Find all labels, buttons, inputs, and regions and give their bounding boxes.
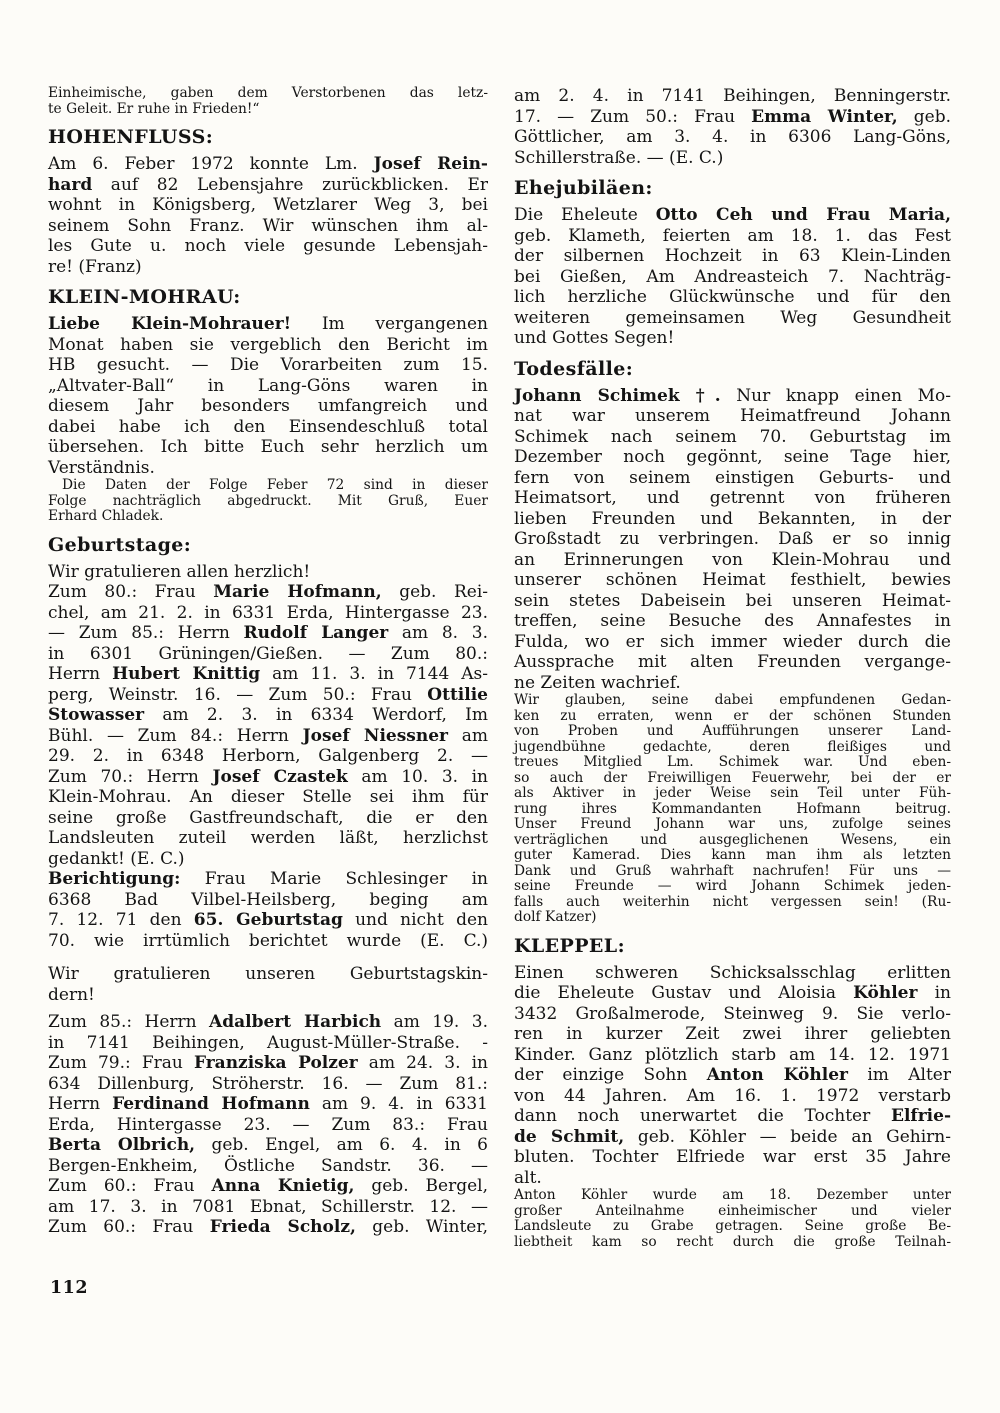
text-line: 6368 Bad Vilbel-Heilsberg, beging am (48, 889, 488, 910)
text-line: Aussprache mit alten Freunden vergange- (514, 652, 951, 672)
text-line: — Zum 85.: Herrn Rudolf Langer am 8. 3. (48, 623, 489, 643)
text-line: Herrn Ferdinand Hofmann am 9. 4. in 6331 (48, 1094, 489, 1114)
text-line: ken zu erraten, wenn er der schönen Stunden (514, 707, 951, 724)
text-line: les Gute u. noch viele gesunde Lebensjah- (48, 236, 488, 256)
text-line: liebtheit kam so recht durch die große Teilnah- (514, 1233, 951, 1250)
text-line: Anton Köhler wurde am 18. Dezember unter (514, 1187, 951, 1203)
text-line: an Erinnerungen von Klein-Mohrau und (514, 549, 951, 570)
text-line: weiteren gemeinsamen Weg Gesundheit (514, 307, 951, 328)
paragraph (48, 1012, 488, 1238)
text-line: Berichtigung: Frau Marie Schlesinger in (48, 869, 488, 889)
text-line: von Proben und Aufführungen unserer Land- (514, 723, 951, 739)
text-line: und Gottes Segen! (514, 328, 675, 348)
text-line: Klein-Mohrau. An dieser Stelle sei ihm für (48, 787, 488, 807)
text-line: am 2. 4. in 7141 Beihingen, Benningerstr. (514, 86, 951, 106)
text-line: Folge nachträglich abgedruckt. Mit Gruß, Euer (48, 492, 488, 509)
text-line: gedankt! (E. C.) (48, 848, 185, 869)
text-line: der silbernen Hochzeit in 63 Klein-Linden (514, 246, 951, 266)
text-line: jugendbühne gedachte, deren fleißiges und (514, 738, 951, 755)
text-line: Die Eheleute Otto Ceh und Frau Maria, (514, 205, 951, 225)
fine-print-paragraph (48, 86, 488, 117)
text-line: Berta Olbrich, geb. Engel, am 6. 4. in 6 (48, 1135, 488, 1155)
paragraph (514, 386, 951, 694)
text-line: Wir gratulieren allen herzlich! (48, 561, 311, 582)
text-line: Zum 79.: Frau Franziska Polzer am 24. 3. in (48, 1053, 488, 1073)
text-line: dann noch unerwartet die Tochter Elfrie- (514, 1106, 951, 1126)
text-line: Dezember noch gegönnt, seine Tage hier, (514, 447, 951, 467)
text-line: de Schmit, geb. Köhler — beide an Gehirn- (514, 1126, 951, 1147)
text-line: Am 6. Feber 1972 konnte Lm. Josef Rein- (48, 154, 488, 174)
text-line: Wir gratulieren unseren Geburtstagskin- (48, 964, 488, 984)
fine-print-paragraph (514, 1188, 951, 1250)
text-line: großer Anteilnahme einheimischer und vieler (514, 1202, 951, 1219)
section-heading: Geburtstage: (48, 533, 192, 556)
text-line: guter Kamerad. Dies kann man ihm als letzten (514, 847, 951, 863)
text-line: Schillerstraße. — (E. C.) (514, 147, 724, 168)
text-line: nat war unserem Heimatfreund Johann (514, 406, 951, 426)
text-line: treffen, seine Besuche des Annafestes in (514, 611, 951, 631)
paragraph (48, 562, 488, 583)
text-line: von 44 Jahren. Am 16. 1. 1972 verstarb (514, 1085, 951, 1106)
text-line: Die Daten der Folge Feber 72 sind in dieser (62, 477, 488, 493)
text-line: wohnt in Königsberg, Wetzlarer Weg 3, bei (48, 195, 488, 215)
text-line: Zum 80.: Frau Marie Hofmann, geb. Rei- (48, 582, 488, 602)
paragraph (48, 154, 488, 277)
text-line: Bühl. — Zum 84.: Herrn Josef Niessner am (48, 725, 488, 746)
text-line: lieben Freunden und Bekannten, in der (514, 508, 951, 529)
fine-print-paragraph (48, 478, 488, 525)
text-line: Verständnis. (48, 457, 155, 478)
fine-print-paragraph (514, 693, 951, 926)
paragraph (514, 205, 951, 349)
paragraph (514, 963, 951, 1189)
text-line: 17. — Zum 50.: Frau Emma Winter, geb. (514, 106, 951, 127)
text-line: treues Mitglied Lm. Schimek war. Und eben- (514, 754, 951, 770)
text-line: dern! (48, 984, 95, 1005)
text-line: der einzige Sohn Anton Köhler im Alter (514, 1065, 951, 1085)
text-line: Dank und Gruß wahrhaft nachrufen! Für uns — (514, 862, 951, 879)
section-heading: KLEPPEL: (514, 934, 625, 957)
text-line: sein stetes Dabeisein bei unseren Heimat- (514, 590, 951, 611)
text-line: Zum 70.: Herrn Josef Czastek am 10. 3. in (48, 766, 488, 787)
text-line: seine Freunde — wird Johann Schimek jeden- (514, 878, 951, 894)
page-number: 112 (50, 1278, 89, 1298)
text-line: diesem Jahr besonders umfangreich und (48, 396, 488, 416)
text-line: dabei habe ich den Einsendeschluß total (48, 416, 488, 437)
text-line: bluten. Tochter Elfriede war erst 35 Jahre (514, 1147, 951, 1167)
text-line: Fulda, wo er sich immer wieder durch die (514, 631, 951, 652)
paragraph (514, 86, 951, 168)
text-line: Schimek nach seinem 70. Geburtstag im (514, 426, 951, 447)
text-line: Zum 60.: Frau Anna Knietig, geb. Bergel, (48, 1176, 489, 1196)
text-line: 634 Dillenburg, Ströherstr. 16. — Zum 81.: (48, 1073, 488, 1094)
text-line: ren in kurzer Zeit zwei ihrer geliebten (514, 1024, 951, 1044)
section-heading: KLEIN-MOHRAU: (48, 286, 241, 308)
text-line: in 7141 Beihingen, August-Müller-Straße. - (48, 1032, 488, 1053)
text-line: verträglichen und ausgeglichenen Wesens, ein (514, 831, 951, 848)
text-line: bei Gießen, Am Andreasteich 7. Nachträg- (514, 266, 951, 287)
text-line: geb. Klameth, feierten am 18. 1. das Fest (514, 225, 951, 246)
paragraph (48, 314, 488, 478)
text-line: die Eheleute Gustav und Aloisia Köhler in (514, 983, 951, 1003)
text-line: ne Zeiten wachrief. (514, 672, 681, 693)
text-line: „Altvater-Ball“ in Lang-Göns waren in (48, 375, 488, 396)
text-line: Stowasser am 2. 3. in 6334 Werdorf, Im (48, 705, 488, 725)
text-line: lich herzliche Glückwünsche und für den (514, 287, 951, 307)
text-line: Erhard Chladek. (48, 508, 164, 524)
text-line: perg, Weinstr. 16. — Zum 50.: Frau Ottilie (48, 684, 488, 705)
paragraph (48, 869, 488, 951)
text-line: chel, am 21. 2. in 6331 Erda, Hintergasse 23. (48, 602, 488, 623)
text-line: übersehen. Ich bitte Euch sehr herzlich um (48, 437, 488, 457)
text-line: te Geleit. Er ruhe in Frieden!“ (48, 100, 260, 117)
text-line: re! (Franz) (48, 256, 142, 277)
text-line: hard auf 82 Lebensjahre zurückblicken. Er (48, 174, 488, 195)
text-line: am 17. 3. in 7081 Ebnat, Schillerstr. 12. — (48, 1196, 488, 1217)
right-column (514, 86, 951, 1250)
text-line: fern von seinem einstigen Geburts- und (514, 467, 951, 488)
text-line: 70. wie irrtümlich berichtet wurde (E. C.) (48, 930, 488, 951)
text-line: Herrn Hubert Knittig am 11. 3. in 7144 As- (48, 664, 489, 684)
paragraph (48, 582, 488, 869)
text-line: Unser Freund Johann war uns, zufolge seines (514, 816, 951, 832)
text-line: Einen schweren Schicksalsschlag erlitten (514, 962, 951, 983)
text-line: alt. (514, 1167, 542, 1188)
text-line: 29. 2. in 6348 Herborn, Galgenberg 2. — (48, 746, 488, 766)
text-line: Heimatsort, und getrennt von früheren (514, 488, 951, 508)
text-line: Johann Schimek †. Nur knapp einen Mo- (514, 385, 951, 406)
text-line: Liebe Klein-Mohrauer! Im vergangenen (48, 314, 488, 334)
left-column (48, 86, 488, 1238)
text-line: seinem Sohn Franz. Wir wünschen ihm al- (48, 215, 488, 236)
text-line: als Aktiver in jeder Weise sein Teil unter Füh- (514, 785, 951, 801)
text-line: Göttlicher, am 3. 4. in 6306 Lang-Göns, (514, 127, 951, 147)
text-line: rung ihres Kommandanten Hofmann beitrug. (514, 800, 951, 817)
text-line: Landsleuten zuteil werden läßt, herzlichst (48, 828, 488, 848)
text-line: HB gesucht. — Die Vorarbeiten zum 15. (48, 355, 488, 375)
text-line: Wir glauben, seine dabei empfundenen Gedan- (514, 692, 951, 708)
text-line: 7. 12. 71 den 65. Geburtstag und nicht den (48, 910, 488, 930)
text-line: Monat haben sie vergeblich den Bericht im (48, 334, 488, 355)
paragraph (48, 964, 488, 1005)
text-line: seine große Gastfreundschaft, die er den (48, 807, 488, 828)
text-line: so auch der Freiwilligen Feuerwehr, bei der er (514, 769, 951, 786)
text-line: Zum 85.: Herrn Adalbert Harbich am 19. 3. (48, 1012, 488, 1032)
text-line: Landsleute zu Grabe getragen. Seine große Be- (514, 1218, 951, 1234)
text-line: Erda, Hintergasse 23. — Zum 83.: Frau (48, 1114, 488, 1135)
text-line: in 6301 Grüningen/Gießen. — Zum 80.: (48, 643, 488, 664)
section-heading: Todesfälle: (514, 357, 634, 380)
text-line: Einheimische, gaben dem Verstorbenen das letz- (48, 85, 488, 101)
text-line: Kinder. Ganz plötzlich starb am 14. 12. 1971 (514, 1044, 951, 1065)
text-line: dolf Katzer) (514, 909, 597, 925)
text-line: Zum 60.: Frau Frieda Scholz, geb. Winter, (48, 1217, 489, 1237)
section-heading: HOHENFLUSS: (48, 126, 214, 148)
text-line: unserer schönen Heimat festhielt, bewies (514, 570, 951, 590)
text-line: 3432 Großalmerode, Steinweg 9. Sie verlo- (514, 1003, 951, 1024)
section-heading: Ehejubiläen: (514, 177, 653, 199)
text-line: Bergen-Enkheim, Östliche Sandstr. 36. — (48, 1155, 488, 1176)
text-line: falls auch weiterhin nicht vergessen sein! (Ru- (514, 893, 951, 910)
text-line: Großstadt zu verbringen. Daß er so innig (514, 529, 951, 549)
